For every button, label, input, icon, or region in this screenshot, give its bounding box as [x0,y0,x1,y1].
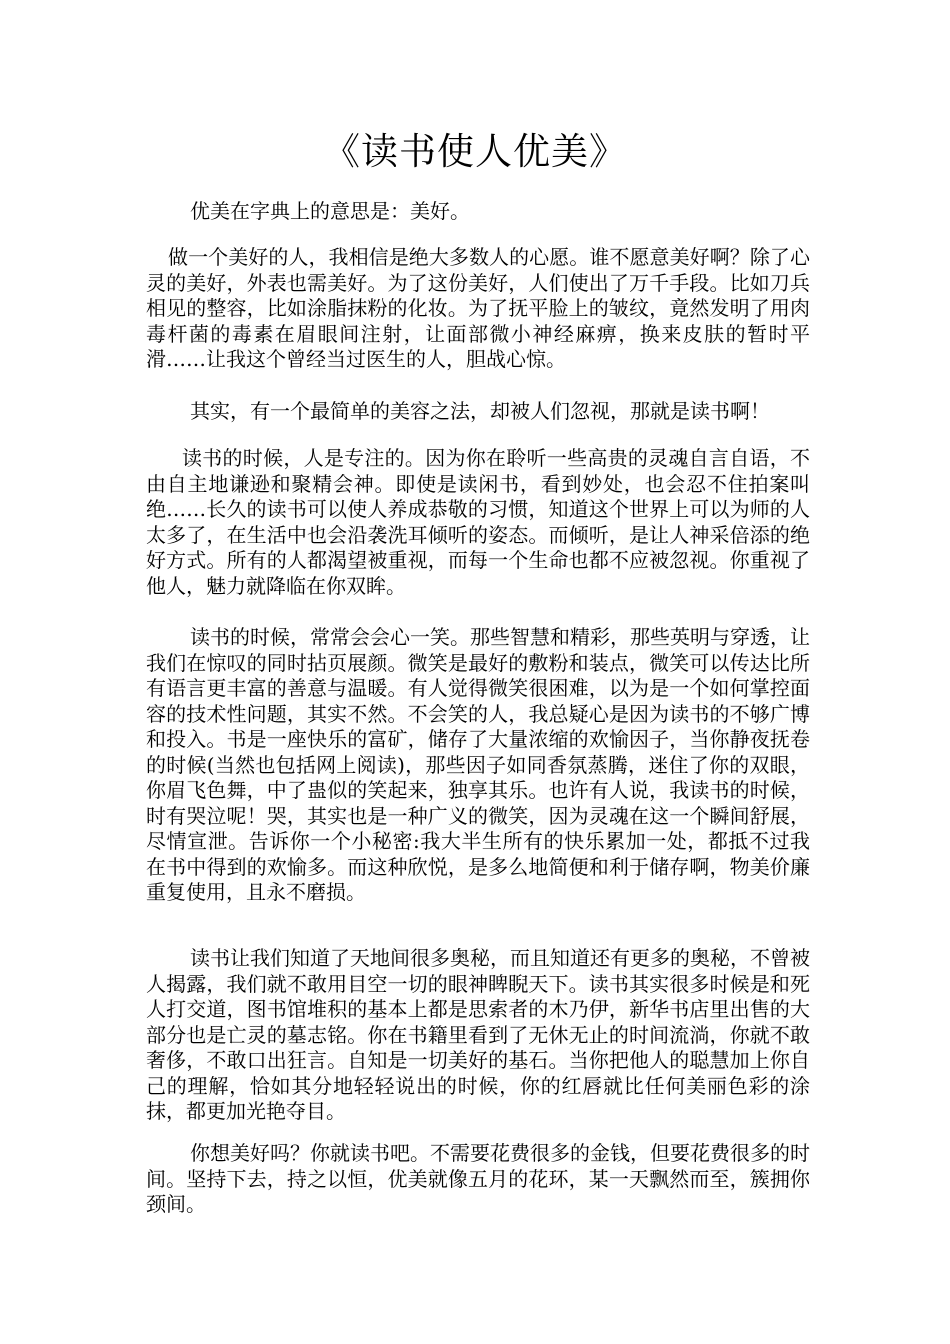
paragraph-beauty-desire: 做一个美好的人，我相信是绝大多数人的心愿。谁不愿意美好啊？除了心灵的美好，外表也需美好。为了这份美好，人们使出了万千手段。比如刀兵相见的整容，比如涂脂抹粉的化妆。为了抚平脸上的皱纹，竟然发明了用肉毒杆菌的毒素在眉眼间注射，让面部微小神经麻痹，换来皮肤的暂时平滑……让我这个曾经当过医生的人，胆战心惊。 [146,245,810,371]
paragraph-simple-method: 其实，有一个最简单的美容之法，却被人们忽视，那就是读书啊！ [190,399,770,423]
paragraph-mysteries: 读书让我们知道了天地间很多奥秘，而且知道还有更多的奥秘，不曾被人揭露，我们就不敢用目空一切的眼神睥睨天下。读书其实很多时候是和死人打交道，图书馆堆积的基本上都是思索者的木乃伊，新华书店里出售的大部分也是亡灵的墓志铭。你在书籍里看到了无休无止的时间流淌，你就不敢奢侈，不敢口出狂言。自知是一切美好的基石。当你把他人的聪慧加上你自己的理解，恰如其分地轻轻说出的时候，你的红唇就比任何美丽色彩的涂抹，都更加光艳夺目。 [146,946,810,1123]
paragraph-conclusion: 你想美好吗？你就读书吧。不需要花费很多的金钱，但要花费很多的时间。坚持下去，持之以恒，优美就像五月的花环，某一天飘然而至，簇拥你颈间。 [146,1141,810,1216]
document-title: 《读书使人优美》 [323,130,627,173]
paragraph-focus: 读书的时候，人是专注的。因为你在聆听一些高贵的灵魂自言自语，不由自主地谦逊和聚精会神。即使是读闲书，看到妙处，也会忍不住拍案叫绝……长久的读书可以使人养成恭敬的习惯，知道这个世界上可以为师的人太多了，在生活中也会沿袭洗耳倾听的姿态。而倾听，是让人神采倍添的绝好方式。所有的人都渴望被重视，而每一个生命也都不应被忽视。你重视了他人，魅力就降临在你双眸。 [146,446,810,598]
paragraph-smile: 读书的时候，常常会会心一笑。那些智慧和精彩，那些英明与穿透，让我们在惊叹的同时拈页展颜。微笑是最好的敷粉和装点，微笑可以传达比所有语言更丰富的善意与温暖。有人觉得微笑很困难，以为是一个如何掌控面容的技术性问题，其实不然。不会笑的人，我总疑心是因为读书的不够广博和投入。书是一座快乐的富矿，储存了大量浓缩的欢愉因子，当你静夜抚卷的时候(当然也包括网上阅读)，那些因子如同香氛蒸腾，迷住了你的双眼，你眉飞色舞，中了蛊似的笑起来，独享其乐。也许有人说，我读书的时候，时有哭泣呢！哭，其实也是一种广义的微笑，因为灵魂在这一个瞬间舒展，尽情宣泄。告诉你一个小秘密:我大半生所有的快乐累加一处，都抵不过我在书中得到的欢愉多。而这种欣悦，是多么地简便和利于储存啊，物美价廉重复使用，且永不磨损。 [146,625,810,904]
paragraph-definition: 优美在字典上的意思是：美好。 [190,199,470,223]
